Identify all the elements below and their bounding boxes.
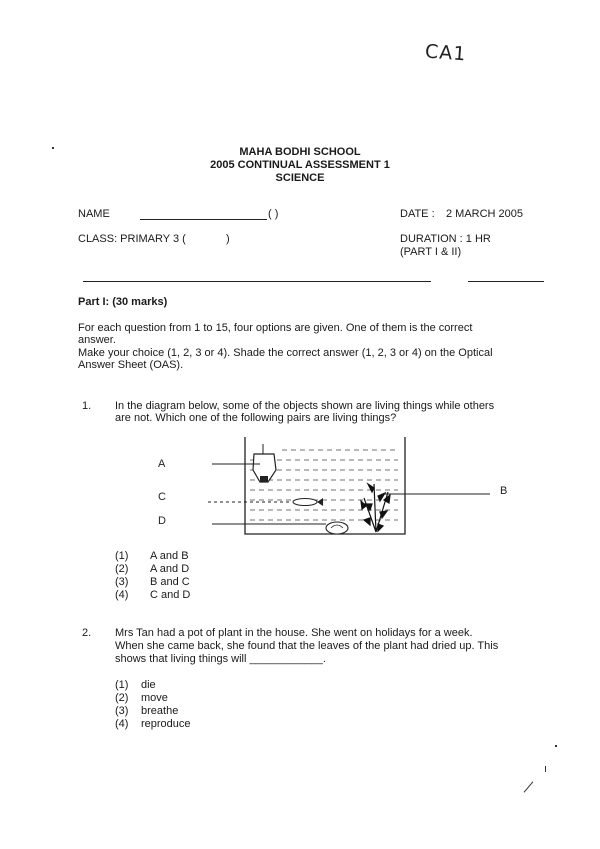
stone [326, 522, 348, 534]
date-label: DATE : [400, 208, 435, 220]
class-label: CLASS: PRIMARY 3 ( [78, 233, 186, 245]
diagram-label-d: D [158, 515, 166, 527]
question-text: In the diagram below, some of the objects shown are living things while others [115, 400, 495, 412]
class-close: ) [226, 233, 230, 245]
date-value: 2 MARCH 2005 [446, 208, 524, 220]
option-text: A and D [150, 563, 190, 575]
speck [545, 766, 546, 772]
option-text: breathe [141, 705, 179, 717]
part-title: Part I: (30 marks) [78, 296, 168, 308]
school-name: MAHA BODHI SCHOOL [239, 146, 361, 158]
diagram-label-c: C [158, 491, 166, 503]
name-blank[interactable] [140, 219, 267, 220]
option-number: (4) [115, 718, 129, 730]
question-number: 1. [82, 400, 92, 412]
fish [293, 498, 323, 506]
option-number: (1) [115, 679, 129, 691]
instruction-line: answer. [78, 334, 116, 346]
duration-label: DURATION : 1 HR [400, 233, 491, 245]
instruction-line: For each question from 1 to 15, four options are given. One of them is the correct [78, 322, 473, 334]
option-number: (2) [115, 563, 129, 575]
diagram-label-a: A [158, 458, 166, 470]
option-number: (1) [115, 550, 129, 562]
instruction-line: Answer Sheet (OAS). [78, 359, 184, 371]
option-number: (4) [115, 589, 129, 601]
option-text: C and D [150, 589, 191, 601]
instruction-line: Make your choice (1, 2, 3 or 4). Shade the correct answer (1, 2, 3 or 4) on the Optical [78, 347, 493, 359]
speck [555, 745, 557, 747]
option-text: move [141, 692, 168, 704]
separator-line [83, 281, 431, 282]
option-number: (3) [115, 705, 129, 717]
duration-parts: (PART I & II) [400, 246, 462, 258]
option-text: A and B [150, 550, 189, 562]
handwritten-mark: CA1 [424, 40, 468, 66]
option-number: (2) [115, 692, 129, 704]
question-text: are not. Which one of the following pairs are living things? [115, 412, 397, 424]
question-text: Mrs Tan had a pot of plant in the house. She went on holidays for a week. [115, 627, 473, 639]
separator-line [468, 281, 544, 282]
snail-shell [253, 444, 276, 482]
question-number: 2. [82, 627, 92, 639]
tank-outline [245, 437, 405, 534]
name-label: NAME [78, 208, 110, 220]
diagram-label-b: B [500, 485, 508, 497]
subject-title: SCIENCE [275, 172, 325, 184]
assessment-title: 2005 CONTINUAL ASSESSMENT 1 [210, 159, 390, 171]
question-text: shows that living things will ____________. [115, 653, 326, 665]
aquarium-diagram [150, 432, 510, 540]
option-number: (3) [115, 576, 129, 588]
register-number-blank[interactable]: ( ) [268, 208, 279, 220]
option-text: B and C [150, 576, 190, 588]
option-text: reproduce [141, 718, 191, 730]
pen-stroke [524, 781, 534, 792]
question-text: When she came back, she found that the leaves of the plant had dried up. This [115, 640, 499, 652]
option-text: die [141, 679, 156, 691]
water-plant [361, 484, 390, 532]
